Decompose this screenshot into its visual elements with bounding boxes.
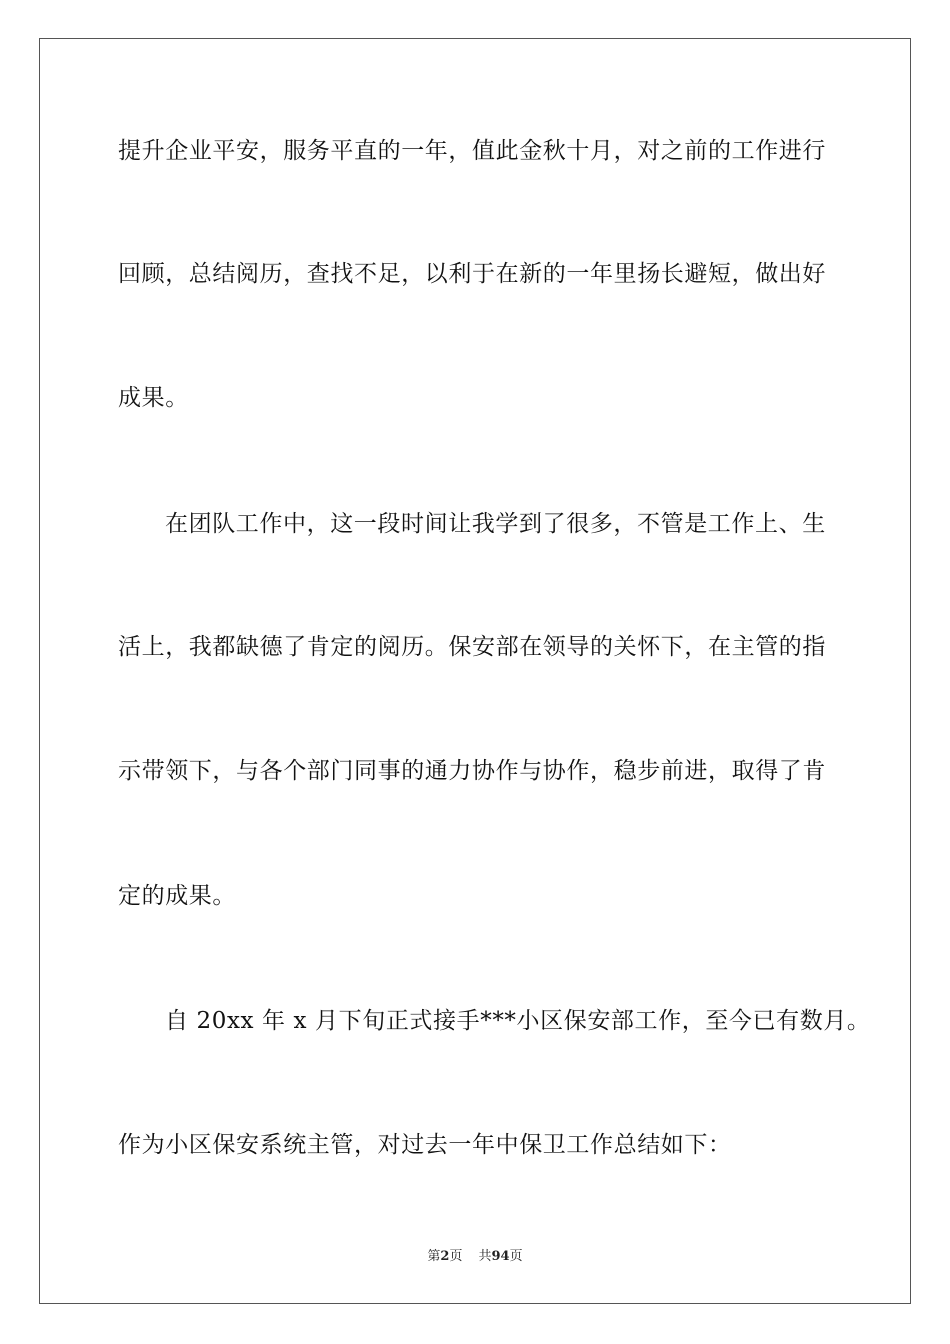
paragraph-line: 作为小区保安系统主管，对过去一年中保卫工作总结如下： — [118, 1132, 732, 1158]
total-pages: 94 — [491, 1249, 510, 1264]
page-prefix: 第 — [427, 1249, 441, 1264]
paragraph-line: 回顾，总结阅历，查找不足，以利于在新的一年里扬长避短，做出好 — [118, 261, 826, 287]
paragraph-line: 示带领下，与各个部门同事的通力协作与协作，稳步前进，取得了肯 — [118, 758, 826, 784]
paragraph-line: 活上，我都缺德了肯定的阅历。保安部在领导的关怀下，在主管的指 — [118, 634, 826, 660]
paragraph-line: 在团队工作中，这一段时间让我学到了很多，不管是工作上、生 — [165, 511, 826, 537]
page-suffix: 页 — [449, 1249, 463, 1264]
paragraph-line: 自 20xx 年 x 月下旬正式接手***小区保安部工作，至今已有数月。 — [165, 1008, 871, 1034]
page-border — [39, 38, 911, 1304]
page-footer — [0, 1248, 950, 1266]
page-number: 2 — [440, 1249, 450, 1264]
paragraph-line: 成果。 — [118, 385, 189, 411]
total-prefix: 共 — [478, 1249, 492, 1264]
paragraph-line: 定的成果。 — [118, 883, 236, 909]
paragraph-line: 提升企业平安，服务平直的一年，值此金秋十月，对之前的工作进行 — [118, 138, 826, 164]
total-suffix: 页 — [509, 1249, 523, 1264]
